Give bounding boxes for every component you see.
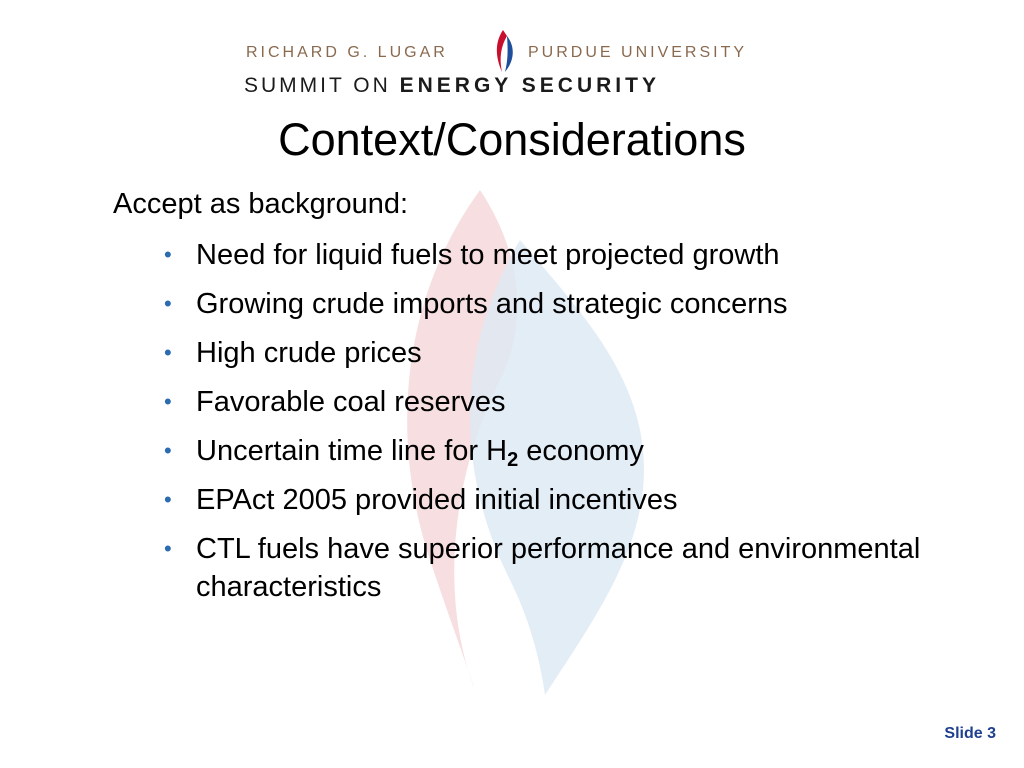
- intro-text: Accept as background:: [113, 188, 409, 220]
- bullet-text: EPAct 2005 provided initial incentives: [196, 484, 678, 516]
- list-item: [162, 383, 922, 421]
- summit-prefix: SUMMIT ON: [244, 74, 391, 97]
- header-right-text: PURDUE UNIVERSITY: [528, 44, 748, 61]
- list-item: [162, 530, 922, 606]
- bullet-dot-icon: •: [164, 389, 172, 414]
- bullet-list: [162, 236, 922, 617]
- bullet-dot-icon: •: [164, 487, 172, 512]
- bullet-text: Need for liquid fuels to meet projected growth: [196, 239, 780, 271]
- bullet-text: Growing crude imports and strategic concerns: [196, 288, 788, 320]
- flame-logo-icon: [493, 28, 517, 74]
- bullet-dot-icon: •: [164, 242, 172, 267]
- bullet-text-tail: economy: [518, 435, 644, 467]
- list-item: [162, 285, 922, 323]
- h2-subscript: 2: [507, 449, 519, 471]
- bullet-dot-icon: •: [164, 438, 172, 463]
- list-item: [162, 334, 922, 372]
- slide-number: Slide 3: [944, 725, 996, 742]
- summit-title: [244, 74, 660, 98]
- summit-logo-header: [0, 22, 1024, 102]
- bullet-dot-icon: •: [164, 340, 172, 365]
- bullet-text: CTL fuels have superior performance and environmental characteristics: [196, 533, 921, 603]
- summit-bold: ENERGY SECURITY: [399, 74, 660, 97]
- slide-title: Context/Considerations: [278, 114, 746, 165]
- list-item: [162, 432, 922, 470]
- bullet-dot-icon: •: [164, 291, 172, 316]
- bullet-text: Uncertain time line for H: [196, 435, 508, 467]
- header-left-text: RICHARD G. LUGAR: [246, 44, 448, 61]
- bullet-text: Favorable coal reserves: [196, 386, 506, 418]
- bullet-text: High crude prices: [196, 337, 422, 369]
- list-item: [162, 236, 922, 274]
- list-item: [162, 481, 922, 519]
- bullet-dot-icon: •: [164, 536, 172, 561]
